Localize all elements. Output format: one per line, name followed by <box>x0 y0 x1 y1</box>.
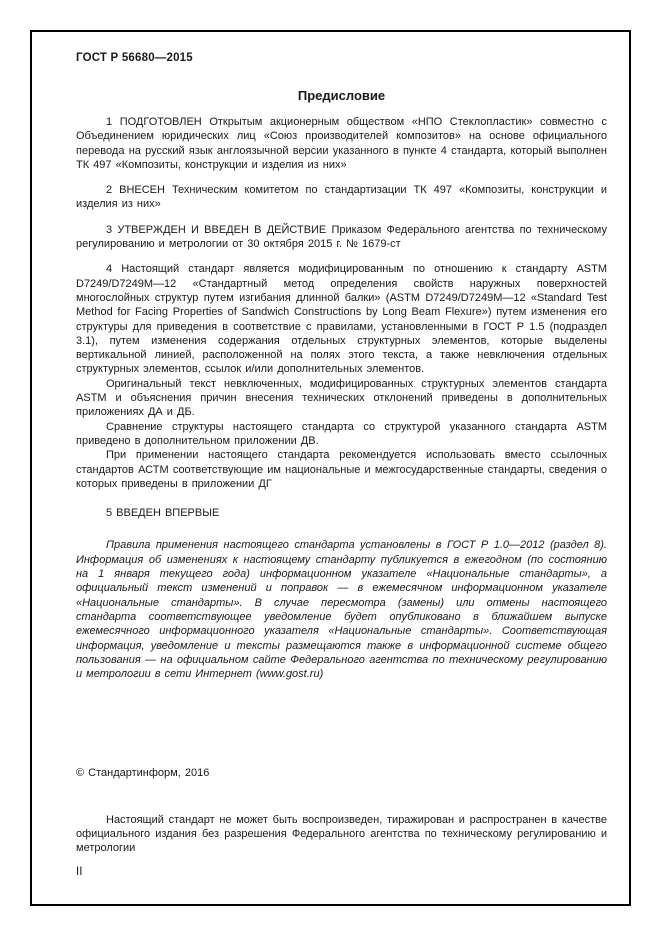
paragraph-first-introduced: 5 ВВЕДЕН ВПЕРВЫЕ <box>106 507 220 520</box>
paragraph-prepared: 1 ПОДГОТОВЛЕН Открытым акционерным обществом «НПО Стеклопластик» совместно с Объединением юридических лиц «Союз производителей композитов» на основе официального перевода на русский язык англоязычной версии указанного в пункте 4 стандарта, который выполнен ТК 497 «Композиты, конструкции и изделия из них» <box>76 116 607 171</box>
paragraph-original-text: Оригинальный текст невключенных, модифицированных структурных элементов стандарта ASTM и объяснения причин внесения технических отклонений приведены в дополнительных приложениях ДА и ДБ. <box>76 377 607 419</box>
page-number: II <box>76 866 83 878</box>
paragraph-structure-comparison: Сравнение структуры настоящего стандарта со структурой указанного стандарта ASTM приведено в дополнительном приложении ДВ. <box>76 420 607 447</box>
paragraph-approved: 3 УТВЕРЖДЕН И ВВЕДЕН В ДЕЙСТВИЕ Приказом Федерального агентства по техническому регулированию и метрологии от 30 октября 2015 г. № 1679-ст <box>76 223 607 251</box>
document-code: ГОСТ Р 56680—2015 <box>76 52 193 64</box>
document-page <box>30 30 631 906</box>
reproduction-restriction-note: Настоящий стандарт не может быть воспроизведен, тиражирован и распространен в качестве официального издания без разрешения Федерального агентства по техническому регулированию и метрологии <box>76 813 607 855</box>
page-title: Предисловие <box>297 88 386 103</box>
paragraph-referenced-standards: При применении настоящего стандарта рекомендуется использовать вместо ссылочных стандартов АСТМ соответствующие им национальные и межгосударственные стандарты, сведения о которых приведены в приложении ДГ <box>76 449 607 490</box>
copyright-notice: © Стандартинформ, 2016 <box>76 767 210 780</box>
paragraph-modified-standard: 4 Настоящий стандарт является модифицированным по отношению к стандарту ASTM D7249/D7249M—12 «Стандартный метод определения свойств наружных поверхностей многослойных структур путем изгибания длинной балки» (ASTM D7249/D7249M—12 «Standard Test Method for Facing Properties of Sandwich Constructions by Long Beam Flexure») путем изменения его структуры для приведения в соответствие с правилами, установленными в ГОСТ Р 1.5 (подраздел 3.1), путем изменения содержания отдельных структурных элементов, которые выделены вертикальной линией, расположенной на полях этого текста, а также невключения отдельных структурных элементов, ссылок и/или дополнительных элементов. <box>76 263 607 376</box>
paragraph-submitted: 2 ВНЕСЕН Техническим комитетом по стандартизации ТК 497 «Композиты, конструкции и изделия из них» <box>76 184 607 211</box>
application-rules-note: Правила применения настоящего стандарта установлены в ГОСТ Р 1.0—2012 (раздел 8). Информация об изменениях к настоящему стандарту публикуется в ежегодном (по состоянию на 1 января текущего года) информационном указателе «Национальные стандарты», а официальный текст изменений и поправок — в ежемесячном информационном указателе «Национальные стандарты». В случае пересмотра (замены) или отмены настоящего стандарта соответствующее уведомление будет опубликовано в ближайшем выпуске ежемесячного информационного указателя «Национальные стандарты». Соответствующая информация, уведомление и тексты размещаются также в информационной системе общего пользования — на официальном сайте Федерального агентства по техническому регулированию и метрологии в сети Интернет (www.gost.ru) <box>76 539 607 681</box>
